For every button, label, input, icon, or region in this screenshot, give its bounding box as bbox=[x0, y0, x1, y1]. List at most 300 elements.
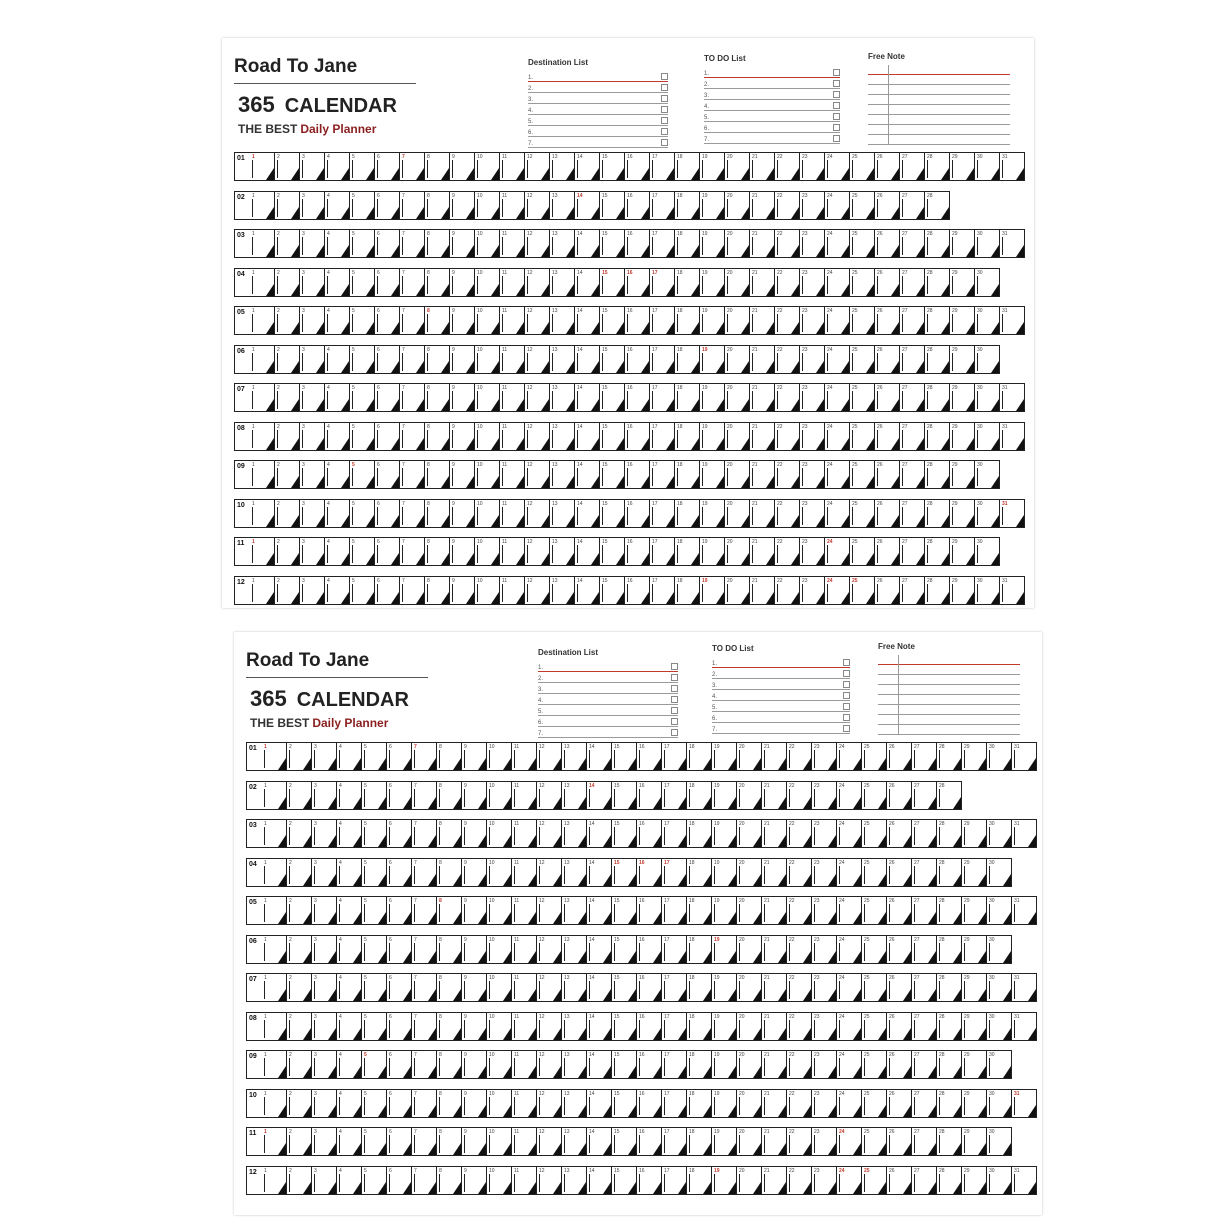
day-number: 29 bbox=[964, 744, 970, 750]
day-cell bbox=[262, 1166, 287, 1195]
day-number: 14 bbox=[589, 1167, 595, 1174]
day-cell bbox=[637, 1089, 662, 1118]
day-number: 14 bbox=[577, 154, 583, 160]
day-number: 1 bbox=[252, 539, 255, 545]
day-number: 19 bbox=[702, 269, 708, 276]
day-number: 2 bbox=[289, 744, 292, 750]
day-cell bbox=[450, 345, 475, 374]
day-cell bbox=[612, 1089, 637, 1118]
day-cell bbox=[250, 229, 275, 258]
day-cell bbox=[587, 819, 612, 848]
day-number: 11 bbox=[502, 423, 508, 430]
day-number: 30 bbox=[989, 936, 995, 943]
month-label bbox=[234, 576, 250, 605]
day-cell bbox=[562, 973, 587, 1002]
day-number: 23 bbox=[802, 423, 808, 430]
day-cell bbox=[350, 576, 375, 605]
day-cell bbox=[400, 345, 425, 374]
note-line bbox=[878, 685, 1020, 695]
day-number: 26 bbox=[877, 308, 883, 314]
day-number: 20 bbox=[727, 192, 733, 199]
day-number: 15 bbox=[602, 154, 608, 160]
day-cell bbox=[962, 819, 987, 848]
day-number: 16 bbox=[627, 462, 633, 468]
day-number: 15 bbox=[602, 462, 608, 468]
day-cell bbox=[625, 191, 650, 220]
day-cell bbox=[825, 422, 850, 451]
day-cell bbox=[887, 1050, 912, 1079]
day-cell bbox=[587, 1050, 612, 1079]
day-cell bbox=[425, 499, 450, 528]
day-number: 10 bbox=[489, 975, 495, 981]
day-cell bbox=[675, 460, 700, 489]
month-label bbox=[246, 858, 262, 887]
day-cell bbox=[262, 781, 287, 810]
day-cell bbox=[637, 742, 662, 771]
day-cell bbox=[975, 576, 1000, 605]
list-item bbox=[704, 133, 840, 144]
day-cell bbox=[525, 152, 550, 181]
day-number: 3 bbox=[302, 462, 305, 468]
day-cell bbox=[375, 152, 400, 181]
day-number: 22 bbox=[777, 423, 783, 430]
day-number: 9 bbox=[452, 500, 455, 507]
day-number: 13 bbox=[552, 462, 558, 468]
day-number: 1 bbox=[252, 577, 255, 584]
day-number: 23 bbox=[802, 500, 808, 507]
day-cell bbox=[312, 935, 337, 964]
day-cell bbox=[925, 460, 950, 489]
day-cell bbox=[562, 742, 587, 771]
day-number: 21 bbox=[752, 308, 758, 314]
day-cell bbox=[562, 896, 587, 925]
day-number: 3 bbox=[314, 1129, 317, 1135]
day-number: 21 bbox=[764, 1129, 770, 1135]
day-cell bbox=[737, 781, 762, 810]
day-cell bbox=[987, 935, 1012, 964]
day-cell bbox=[387, 858, 412, 887]
day-number: 31 bbox=[1002, 154, 1008, 160]
day-cell bbox=[662, 858, 687, 887]
day-cell bbox=[500, 152, 525, 181]
day-number: 10 bbox=[477, 308, 483, 314]
day-cell bbox=[312, 1050, 337, 1079]
day-cell bbox=[425, 345, 450, 374]
day-cell bbox=[725, 537, 750, 566]
day-cell bbox=[800, 383, 825, 412]
day-cell bbox=[525, 576, 550, 605]
list-item-number: 5. bbox=[538, 709, 544, 715]
day-number: 19 bbox=[702, 385, 708, 391]
day-cell bbox=[837, 781, 862, 810]
day-number: 23 bbox=[802, 577, 808, 584]
day-cell bbox=[850, 229, 875, 258]
day-number: 10 bbox=[477, 269, 483, 276]
month-number: 10 bbox=[249, 1091, 257, 1099]
day-cell bbox=[762, 935, 787, 964]
day-number: 26 bbox=[889, 1167, 895, 1174]
day-cell bbox=[250, 383, 275, 412]
day-number: 21 bbox=[752, 385, 758, 391]
day-number: 25 bbox=[852, 346, 858, 353]
month-number: 02 bbox=[249, 783, 257, 791]
day-number: 2 bbox=[277, 577, 280, 584]
day-cell bbox=[262, 896, 287, 925]
day-number: 11 bbox=[514, 782, 520, 789]
list-item-number: 6. bbox=[712, 716, 718, 722]
day-cell bbox=[950, 345, 975, 374]
day-cell bbox=[587, 1012, 612, 1041]
day-number: 24 bbox=[839, 1052, 845, 1058]
day-cell bbox=[1012, 973, 1037, 1002]
day-cell bbox=[437, 819, 462, 848]
day-cell bbox=[825, 345, 850, 374]
day-cell bbox=[962, 935, 987, 964]
day-number: 1 bbox=[264, 744, 267, 750]
day-cell bbox=[375, 537, 400, 566]
day-number: 10 bbox=[477, 423, 483, 430]
day-cell bbox=[250, 191, 275, 220]
day-cell bbox=[400, 191, 425, 220]
day-cell bbox=[987, 1166, 1012, 1195]
day-number: 15 bbox=[614, 1013, 620, 1020]
day-cell bbox=[462, 1127, 487, 1156]
day-number: 22 bbox=[789, 1090, 795, 1097]
day-cell bbox=[600, 383, 625, 412]
day-number: 22 bbox=[777, 500, 783, 507]
day-cell bbox=[362, 1050, 387, 1079]
day-number: 2 bbox=[289, 1052, 292, 1058]
day-cell bbox=[875, 383, 900, 412]
day-cell bbox=[987, 742, 1012, 771]
day-number: 28 bbox=[939, 975, 945, 981]
day-cell bbox=[500, 576, 525, 605]
day-cell bbox=[962, 1050, 987, 1079]
checkbox-icon bbox=[661, 73, 668, 80]
month-row bbox=[246, 973, 1037, 1005]
day-cell bbox=[450, 191, 475, 220]
day-number: 5 bbox=[364, 744, 367, 750]
day-number: 21 bbox=[764, 782, 770, 789]
day-cell bbox=[312, 896, 337, 925]
day-cell bbox=[462, 819, 487, 848]
day-cell bbox=[525, 537, 550, 566]
list-item bbox=[712, 679, 850, 690]
day-cell bbox=[475, 422, 500, 451]
day-cell bbox=[975, 537, 1000, 566]
day-cell bbox=[925, 537, 950, 566]
day-number: 5 bbox=[364, 1013, 367, 1020]
day-number: 27 bbox=[902, 269, 908, 276]
day-cell bbox=[950, 306, 975, 335]
day-number: 5 bbox=[364, 859, 367, 866]
day-number: 21 bbox=[764, 744, 770, 750]
day-number: 21 bbox=[764, 859, 770, 866]
day-cell bbox=[400, 229, 425, 258]
day-cell bbox=[825, 306, 850, 335]
day-number: 29 bbox=[964, 936, 970, 943]
day-cell bbox=[750, 345, 775, 374]
day-number: 21 bbox=[752, 462, 758, 468]
day-cell bbox=[512, 1050, 537, 1079]
month-row bbox=[234, 499, 1025, 531]
day-number: 6 bbox=[389, 1013, 392, 1020]
day-number: 2 bbox=[289, 898, 292, 904]
day-cell bbox=[750, 499, 775, 528]
day-number: 26 bbox=[889, 898, 895, 904]
destination-list-rows bbox=[538, 661, 678, 738]
day-cell bbox=[662, 819, 687, 848]
day-cell bbox=[850, 191, 875, 220]
day-number: 4 bbox=[327, 154, 330, 160]
day-number: 26 bbox=[877, 500, 883, 507]
day-number: 3 bbox=[314, 1052, 317, 1058]
day-cell bbox=[962, 1089, 987, 1118]
day-cell bbox=[825, 576, 850, 605]
day-number: 23 bbox=[814, 859, 820, 866]
day-number: 14 bbox=[577, 500, 583, 507]
day-number: 28 bbox=[927, 231, 933, 237]
day-number: 6 bbox=[377, 346, 380, 353]
day-number: 10 bbox=[489, 859, 495, 866]
day-number: 24 bbox=[839, 936, 845, 943]
day-number: 20 bbox=[727, 346, 733, 353]
day-number: 2 bbox=[289, 1013, 292, 1020]
day-number: 7 bbox=[414, 1090, 417, 1097]
day-number: 7 bbox=[414, 859, 417, 866]
calendar-poster-bottom bbox=[234, 632, 1042, 1215]
day-number: 15 bbox=[602, 231, 608, 237]
day-cell bbox=[687, 896, 712, 925]
day-number: 8 bbox=[439, 821, 442, 827]
day-number: 15 bbox=[614, 821, 620, 827]
day-cell bbox=[712, 1050, 737, 1079]
day-number: 20 bbox=[727, 539, 733, 545]
day-cell bbox=[562, 1127, 587, 1156]
day-number: 5 bbox=[364, 821, 367, 827]
day-number: 14 bbox=[577, 385, 583, 391]
day-cell bbox=[412, 1050, 437, 1079]
day-cell bbox=[387, 935, 412, 964]
day-cell bbox=[487, 742, 512, 771]
day-cell bbox=[587, 781, 612, 810]
list-item bbox=[528, 126, 668, 137]
day-number: 29 bbox=[964, 1129, 970, 1135]
list-item-number: 2. bbox=[528, 86, 534, 92]
day-number: 1 bbox=[252, 346, 255, 353]
day-number: 6 bbox=[389, 898, 392, 904]
day-number: 17 bbox=[652, 346, 658, 353]
day-number: 28 bbox=[939, 1013, 945, 1020]
day-number: 1 bbox=[252, 423, 255, 430]
day-cell bbox=[750, 422, 775, 451]
day-number: 29 bbox=[952, 385, 958, 391]
list-item bbox=[538, 705, 678, 716]
day-cell bbox=[862, 973, 887, 1002]
day-cell bbox=[750, 152, 775, 181]
day-number: 3 bbox=[314, 1013, 317, 1020]
day-number: 16 bbox=[639, 782, 645, 789]
day-number: 2 bbox=[289, 936, 292, 943]
day-number: 26 bbox=[889, 1090, 895, 1097]
day-cell bbox=[725, 460, 750, 489]
day-cell bbox=[637, 819, 662, 848]
day-number: 23 bbox=[802, 192, 808, 199]
list-item-number: 5. bbox=[528, 119, 534, 125]
day-cell bbox=[437, 896, 462, 925]
day-cell bbox=[962, 896, 987, 925]
day-number: 5 bbox=[352, 269, 355, 276]
checkbox-icon bbox=[843, 725, 850, 732]
day-cell bbox=[925, 345, 950, 374]
day-cell bbox=[937, 1089, 962, 1118]
day-number: 2 bbox=[277, 346, 280, 353]
day-cell bbox=[412, 935, 437, 964]
day-cell bbox=[825, 191, 850, 220]
list-item bbox=[528, 104, 668, 115]
month-number: 01 bbox=[237, 155, 245, 162]
day-number: 15 bbox=[602, 346, 608, 353]
day-cell bbox=[437, 1127, 462, 1156]
day-number: 28 bbox=[927, 308, 933, 314]
day-number: 13 bbox=[564, 1090, 570, 1097]
month-label bbox=[234, 306, 250, 335]
day-number: 13 bbox=[552, 577, 558, 584]
day-cell bbox=[312, 1012, 337, 1041]
day-cell bbox=[362, 819, 387, 848]
day-number: 12 bbox=[527, 192, 533, 199]
title-number: 365 bbox=[250, 686, 287, 711]
day-cell bbox=[1000, 422, 1025, 451]
day-cell bbox=[687, 1012, 712, 1041]
day-number: 20 bbox=[727, 462, 733, 468]
day-number: 31 bbox=[1014, 975, 1020, 981]
day-cell bbox=[437, 1012, 462, 1041]
day-number: 1 bbox=[252, 462, 255, 468]
day-number: 1 bbox=[264, 1090, 267, 1097]
day-cell bbox=[625, 460, 650, 489]
day-number: 20 bbox=[727, 308, 733, 314]
day-cell bbox=[975, 460, 1000, 489]
day-number: 8 bbox=[439, 1167, 442, 1174]
day-number: 28 bbox=[939, 1167, 945, 1174]
day-cell bbox=[337, 1012, 362, 1041]
day-cell bbox=[887, 1127, 912, 1156]
day-cell bbox=[600, 191, 625, 220]
day-number: 20 bbox=[739, 975, 745, 981]
day-number: 14 bbox=[589, 936, 595, 943]
day-number: 7 bbox=[414, 1052, 417, 1058]
day-number: 19 bbox=[714, 898, 720, 904]
day-number: 24 bbox=[827, 462, 833, 468]
day-number: 12 bbox=[539, 1090, 545, 1097]
day-cell bbox=[912, 1012, 937, 1041]
day-cell bbox=[362, 1127, 387, 1156]
day-number: 15 bbox=[614, 859, 620, 866]
day-number: 2 bbox=[277, 308, 280, 314]
day-cell bbox=[787, 781, 812, 810]
day-cell bbox=[862, 935, 887, 964]
day-cell bbox=[312, 973, 337, 1002]
day-number: 9 bbox=[464, 1167, 467, 1174]
day-cell bbox=[725, 191, 750, 220]
day-number: 22 bbox=[789, 898, 795, 904]
day-cell bbox=[775, 229, 800, 258]
day-number: 6 bbox=[377, 462, 380, 468]
day-number: 19 bbox=[714, 859, 720, 866]
day-number: 12 bbox=[539, 744, 545, 750]
day-number: 31 bbox=[1002, 231, 1008, 237]
day-cell bbox=[875, 460, 900, 489]
day-number: 15 bbox=[614, 898, 620, 904]
day-cell bbox=[562, 781, 587, 810]
day-cell bbox=[812, 1012, 837, 1041]
day-cell bbox=[862, 819, 887, 848]
day-number: 18 bbox=[677, 423, 683, 430]
day-number: 11 bbox=[502, 346, 508, 353]
day-cell bbox=[462, 1166, 487, 1195]
day-number: 14 bbox=[589, 1052, 595, 1058]
day-number: 27 bbox=[902, 462, 908, 468]
day-cell bbox=[287, 896, 312, 925]
day-number: 4 bbox=[327, 231, 330, 237]
day-cell bbox=[650, 229, 675, 258]
day-cell bbox=[637, 896, 662, 925]
day-number: 30 bbox=[989, 1129, 995, 1135]
day-number: 7 bbox=[402, 231, 405, 237]
list-item-number: 2. bbox=[538, 676, 544, 682]
day-cell bbox=[912, 1127, 937, 1156]
day-cell bbox=[1012, 742, 1037, 771]
day-cell bbox=[987, 896, 1012, 925]
day-number: 12 bbox=[527, 500, 533, 507]
day-cell bbox=[362, 896, 387, 925]
day-number: 6 bbox=[389, 821, 392, 827]
day-number: 14 bbox=[577, 231, 583, 237]
day-cell bbox=[537, 781, 562, 810]
day-number: 13 bbox=[564, 782, 570, 789]
day-number: 20 bbox=[739, 898, 745, 904]
day-number: 4 bbox=[327, 346, 330, 353]
day-cell bbox=[900, 537, 925, 566]
list-item-number: 3. bbox=[538, 687, 544, 693]
day-cell bbox=[837, 858, 862, 887]
month-label bbox=[246, 781, 262, 810]
day-number: 13 bbox=[564, 1013, 570, 1020]
day-number: 20 bbox=[739, 1167, 745, 1174]
day-cell bbox=[550, 229, 575, 258]
day-cell bbox=[625, 229, 650, 258]
month-number: 12 bbox=[237, 578, 245, 586]
day-cell bbox=[737, 819, 762, 848]
day-cell bbox=[787, 1127, 812, 1156]
day-number: 9 bbox=[464, 859, 467, 866]
month-number: 04 bbox=[249, 860, 257, 868]
day-number: 30 bbox=[977, 577, 983, 584]
day-cell bbox=[812, 1089, 837, 1118]
day-number: 31 bbox=[1014, 1167, 1020, 1174]
day-number: 11 bbox=[514, 898, 520, 904]
day-number: 5 bbox=[352, 346, 355, 353]
day-number: 4 bbox=[327, 269, 330, 276]
month-label bbox=[234, 460, 250, 489]
day-number: 15 bbox=[614, 1052, 620, 1058]
day-number: 14 bbox=[577, 346, 583, 353]
day-cell bbox=[275, 268, 300, 297]
day-number: 5 bbox=[364, 1052, 367, 1058]
day-number: 19 bbox=[714, 782, 720, 789]
day-number: 22 bbox=[789, 1129, 795, 1135]
